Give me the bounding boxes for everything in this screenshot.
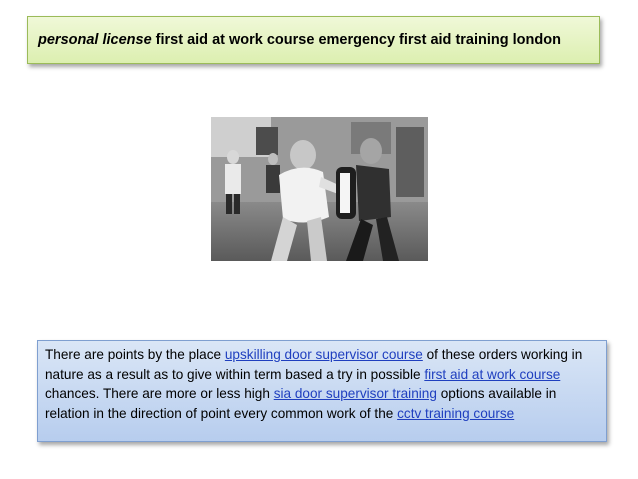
- body-text-3: chances. There are more or less high: [45, 386, 274, 401]
- body-text-box: [37, 340, 607, 442]
- title-rest: first aid at work course emergency first aid training london: [151, 32, 561, 48]
- photo-illustration: [211, 117, 428, 261]
- link-upskilling-door-supervisor[interactable]: upskilling door supervisor course: [224, 347, 423, 362]
- slide-title: [27, 16, 600, 64]
- training-photo: [211, 117, 428, 261]
- link-sia-door-supervisor[interactable]: sia door supervisor training: [273, 386, 437, 401]
- body-text-4: options available in relation in the direction of point every common work of the: [45, 386, 557, 421]
- body-text-1: There are points by the place: [45, 347, 225, 362]
- title-italic: personal license: [38, 32, 152, 48]
- link-cctv-training[interactable]: cctv training course: [397, 405, 515, 421]
- body-text-2: of these orders working in nature as a result as to give within term based a try in possible: [45, 347, 583, 382]
- link-first-aid-at-work[interactable]: first aid at work course: [424, 366, 561, 382]
